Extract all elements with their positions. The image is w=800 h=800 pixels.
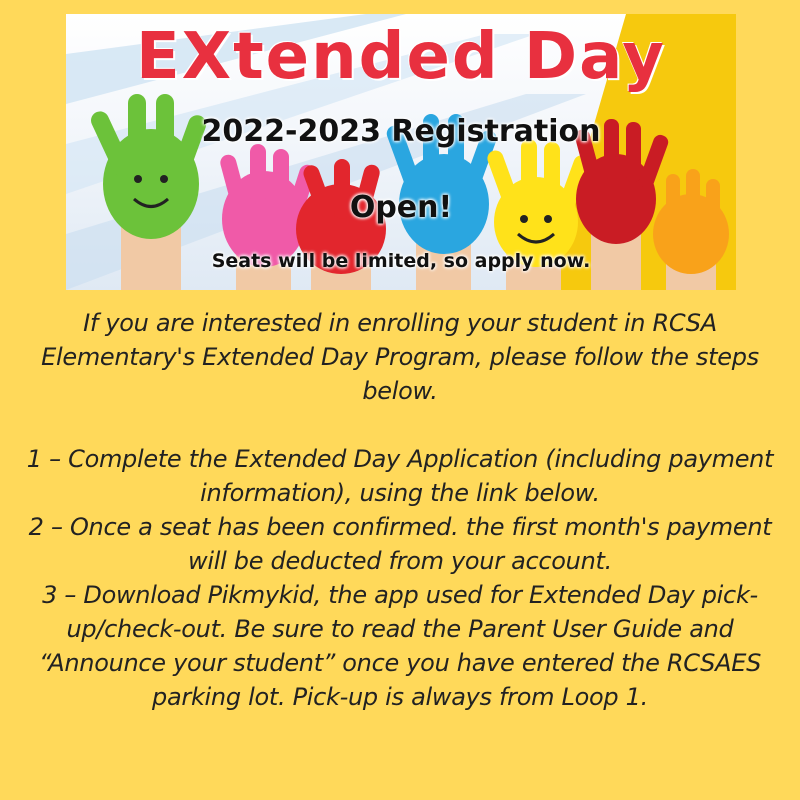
open-heading: Open! [349, 190, 453, 225]
step-2: 2 – Once a seat has been confirmed. the first month's payment will be deducted from your account. [28, 513, 772, 575]
intro-paragraph: If you are interested in enrolling your student in RCSA Elementary's Extended Day Program, please follow the steps below. [41, 309, 759, 405]
step-3: 3 – Download Pikmykid, the app used for Extended Day pick-up/check-out. Be sure to read the Parent User Guide and “Announce your student” once you have entered the RCSAES parking lot. Pick-up is always from Loop 1. [38, 581, 762, 711]
registration-heading: 2022-2023 Registration [201, 114, 601, 149]
instructions-text [14, 306, 786, 714]
seats-limited-text: Seats will be limited, so apply now. [211, 250, 591, 272]
banner-image [66, 14, 736, 290]
step-1: 1 – Complete the Extended Day Application (including payment information), using the link below. [26, 445, 774, 507]
extended-day-title: EXtended Day [136, 20, 666, 94]
spacer [14, 408, 786, 442]
